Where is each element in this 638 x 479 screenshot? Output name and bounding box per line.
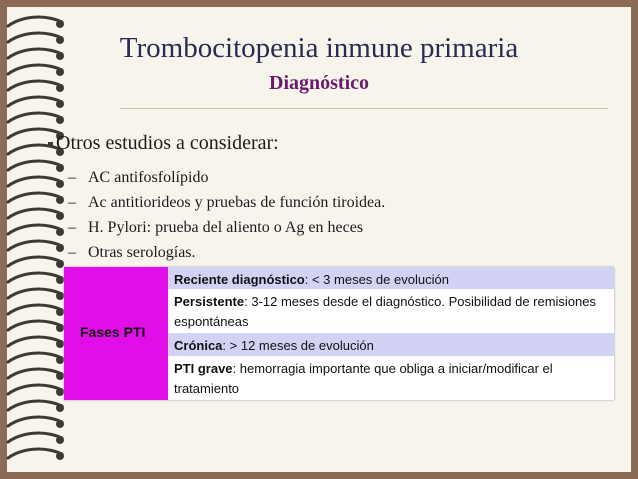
spiral-coil	[8, 321, 62, 330]
spiral-coil	[8, 417, 62, 426]
slide-title: Trombocitopenia inmune primaria	[119, 32, 519, 64]
studies-list	[88, 165, 385, 265]
list-item: – H. Pylori: prueba del aliento o Ag en heces	[88, 215, 385, 240]
spiral-hole	[58, 374, 63, 379]
spiral-coil	[8, 145, 62, 154]
spiral-coil	[8, 209, 62, 218]
table-border	[64, 267, 614, 400]
spiral-hole	[58, 246, 63, 251]
list-item: – Ac antitiorideos y pruebas de función tiroidea.	[88, 190, 385, 215]
row-desc: : 3-12 meses desde el diagnóstico. Posibilidad de remisiones espontáneas	[174, 294, 597, 329]
list-item: – AC antifosfolípido	[88, 165, 385, 190]
spiral-hole	[58, 310, 63, 315]
spiral-hole	[58, 422, 63, 427]
phases-table	[64, 267, 614, 400]
row-term: Crónica	[174, 338, 223, 353]
spiral-hole	[58, 326, 63, 331]
row-term: PTI grave	[174, 361, 233, 376]
lead-text: Otros estudios a considerar:	[56, 132, 279, 154]
spiral-coil	[8, 273, 62, 282]
spiral-hole	[58, 406, 63, 411]
spiral-hole	[58, 438, 63, 443]
spiral-coil	[8, 305, 62, 314]
spiral-coil	[8, 369, 62, 378]
spiral-hole	[58, 390, 63, 395]
row-term: Reciente diagnóstico	[174, 272, 305, 287]
spiral-hole	[58, 342, 63, 347]
spiral-coil	[8, 17, 62, 26]
spiral-coil	[8, 401, 62, 410]
title-divider	[120, 108, 608, 109]
spiral-coil	[8, 97, 62, 106]
row-desc: : > 12 meses de evolución	[222, 338, 374, 353]
spiral-hole	[58, 454, 63, 459]
spiral-hole	[58, 182, 63, 187]
slide-subtitle: Diagnóstico	[269, 72, 369, 94]
spiral-coil	[8, 177, 62, 186]
spiral-coil	[8, 289, 62, 298]
spiral-hole	[58, 262, 63, 267]
row-desc: : < 3 meses de evolución	[304, 272, 449, 287]
spiral-hole	[58, 166, 63, 171]
spiral-coil	[8, 161, 62, 170]
spiral-coil	[8, 257, 62, 266]
spiral-coil	[8, 225, 62, 234]
spiral-coil	[8, 129, 62, 138]
spiral-hole	[58, 278, 63, 283]
spiral-coil	[8, 385, 62, 394]
spiral-hole	[58, 294, 63, 299]
spiral-coil	[8, 113, 62, 122]
spiral-coil	[8, 353, 62, 362]
spiral-hole	[58, 118, 63, 123]
spiral-hole	[58, 22, 63, 27]
spiral-hole	[58, 358, 63, 363]
spiral-hole	[58, 102, 63, 107]
spiral-hole	[58, 198, 63, 203]
row-desc: : hemorragia importante que obliga a iniciar/modificar el tratamiento	[174, 361, 553, 396]
spiral-coil	[8, 433, 62, 442]
spiral-coil	[8, 193, 62, 202]
phases-label: Fases PTI	[80, 324, 146, 340]
row-term: Persistente	[174, 294, 245, 309]
spiral-hole	[58, 214, 63, 219]
spiral-hole	[58, 230, 63, 235]
list-item: – Otras serologías.	[88, 240, 385, 265]
spiral-coil	[8, 241, 62, 250]
spiral-coil	[8, 337, 62, 346]
spiral-coil	[8, 449, 62, 458]
